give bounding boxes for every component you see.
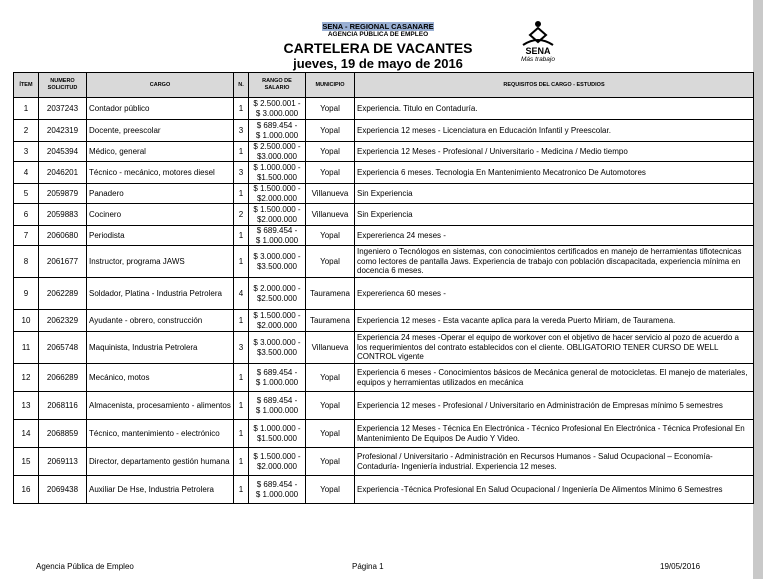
table-row <box>14 310 754 332</box>
cell-salary <box>249 310 306 332</box>
cell-requisitos: Experiencia 12 Meses - Técnica En Electrónica - Técnico Profesional En Electrónica - Técnica Profesional En Mantenimiento De Equipos De Audio Y Video. <box>355 420 754 448</box>
cell-n: 1 <box>234 448 249 476</box>
cell-salary <box>249 278 306 310</box>
cell-municipio: Yopal <box>306 98 355 120</box>
col-cargo: CARGO <box>87 73 234 98</box>
logo-tagline: Más trabajo <box>521 56 555 63</box>
salary-max: $ 1.000.000 <box>255 489 299 499</box>
cell-salary <box>249 392 306 420</box>
table-row <box>14 332 754 364</box>
salary-min: $ 689.454 - <box>256 226 298 235</box>
cell-cargo: Médico, general <box>87 142 234 162</box>
cell-municipio: Yopal <box>306 162 355 184</box>
cell-numero: 2069438 <box>39 476 87 504</box>
cell-requisitos: Experiencia 12 meses - Profesional / Universitario en Administración de Empresas mínimo 5 semestres <box>355 392 754 420</box>
cell-item: 2 <box>14 120 39 142</box>
salary-min: $ 3.000.000 - <box>253 252 301 261</box>
salary-max: $ 3.000.000 <box>255 108 299 118</box>
cell-requisitos: Experiencia 24 meses -Operar el equipo de workover con el objetivo de hacer servicio al pozo de acuerdo a los requerimientos del contrato establecidos con el cliente. OBLIGATORIO TENER CURSO DE WELL CONTROL vigente <box>355 332 754 364</box>
sena-logo-icon <box>515 20 561 56</box>
table-row <box>14 120 754 142</box>
salary-max: $2.500.000 <box>256 293 298 303</box>
org-subtitle: AGENCIA PÚBLICA DE EMPLEO <box>327 31 429 38</box>
col-municipio: MUNICIPIO <box>306 73 355 98</box>
cell-n: 1 <box>234 364 249 392</box>
table-row <box>14 364 754 392</box>
cell-salary <box>249 420 306 448</box>
cell-cargo: Docente, preescolar <box>87 120 234 142</box>
cell-municipio: Villanueva <box>306 204 355 226</box>
footer-page: Página 1 <box>352 562 384 571</box>
cell-municipio: Yopal <box>306 246 355 278</box>
cell-numero: 2059883 <box>39 204 87 226</box>
cell-n: 1 <box>234 184 249 204</box>
salary-min: $ 1.000.000 - <box>253 163 301 172</box>
salary-min: $ 689.454 - <box>256 121 298 130</box>
table-row <box>14 226 754 246</box>
cell-requisitos: Experiencia 12 meses - Licenciatura en Educación Infantil y Preescolar. <box>355 120 754 142</box>
cell-municipio: Villanueva <box>306 332 355 364</box>
cell-item: 6 <box>14 204 39 226</box>
cell-salary <box>249 120 306 142</box>
cell-n: 1 <box>234 310 249 332</box>
cell-numero: 2042319 <box>39 120 87 142</box>
cell-salary <box>249 142 306 162</box>
cell-numero: 2065748 <box>39 332 87 364</box>
salary-min: $ 2.000.000 - <box>253 284 301 293</box>
cell-requisitos: Experiencia. Titulo en Contaduría. <box>355 98 754 120</box>
cell-n: 1 <box>234 476 249 504</box>
cell-municipio: Tauramena <box>306 310 355 332</box>
col-rango: RANGO DE SALARIO <box>249 73 306 98</box>
cell-municipio: Yopal <box>306 476 355 504</box>
cell-n: 1 <box>234 420 249 448</box>
cell-numero: 2046201 <box>39 162 87 184</box>
cell-salary <box>249 364 306 392</box>
page-footer <box>0 562 753 576</box>
table-body <box>14 98 754 504</box>
salary-min: $ 3.000.000 - <box>253 338 301 347</box>
page-title: CARTELERA DE VACANTES <box>283 40 473 56</box>
cell-n: 1 <box>234 246 249 278</box>
col-n: N. <box>234 73 249 98</box>
cell-numero: 2066289 <box>39 364 87 392</box>
cell-salary <box>249 98 306 120</box>
org-name: SENA - REGIONAL CASANARE <box>322 22 434 31</box>
cell-n: 3 <box>234 120 249 142</box>
salary-min: $ 689.454 - <box>256 368 298 377</box>
cell-salary <box>249 162 306 184</box>
cell-numero: 2060680 <box>39 226 87 246</box>
cell-n: 1 <box>234 392 249 420</box>
cell-n: 3 <box>234 162 249 184</box>
table-row <box>14 476 754 504</box>
cell-item: 10 <box>14 310 39 332</box>
cell-municipio: Yopal <box>306 420 355 448</box>
cell-requisitos: Expererienca 24 meses - <box>355 226 754 246</box>
cell-numero: 2062329 <box>39 310 87 332</box>
salary-min: $ 1.500.000 - <box>253 311 301 320</box>
cell-municipio: Yopal <box>306 448 355 476</box>
table-row <box>14 142 754 162</box>
salary-max: $ 1.000.000 <box>255 235 299 245</box>
table-row <box>14 98 754 120</box>
cell-salary <box>249 448 306 476</box>
salary-max: $1.500.000 <box>256 433 298 443</box>
logo-text: SENA <box>525 46 551 56</box>
cell-requisitos: Profesional / Universitario - Administración en Recursos Humanos - Salud Ocupacional – Economía- Contaduría- Ingeniería industrial. Experiencia 12 meses. <box>355 448 754 476</box>
cell-municipio: Yopal <box>306 120 355 142</box>
cell-salary <box>249 476 306 504</box>
cell-item: 12 <box>14 364 39 392</box>
salary-min: $ 2.500.001 - <box>253 99 301 108</box>
cell-item: 15 <box>14 448 39 476</box>
salary-min: $ 1.500.000 - <box>253 205 301 214</box>
salary-min: $ 1.500.000 - <box>253 452 301 461</box>
cell-requisitos: Experiencia -Técnica Profesional En Salud Ocupacional / Ingeniería De Alimentos Mínimo 6 Semestres <box>355 476 754 504</box>
salary-max: $2.000.000 <box>256 214 298 224</box>
cell-numero: 2045394 <box>39 142 87 162</box>
cell-salary <box>249 184 306 204</box>
cell-item: 4 <box>14 162 39 184</box>
cell-numero: 2037243 <box>39 98 87 120</box>
cell-cargo: Instructor, programa JAWS <box>87 246 234 278</box>
cell-municipio: Yopal <box>306 142 355 162</box>
cell-cargo: Director, departamento gestión humana <box>87 448 234 476</box>
footer-date: 19/05/2016 <box>660 562 701 571</box>
cell-item: 14 <box>14 420 39 448</box>
cell-requisitos: Sin Experiencia <box>355 204 754 226</box>
cell-cargo: Panadero <box>87 184 234 204</box>
cell-numero: 2068859 <box>39 420 87 448</box>
cell-item: 13 <box>14 392 39 420</box>
cell-item: 16 <box>14 476 39 504</box>
table-row <box>14 420 754 448</box>
cell-numero: 2059879 <box>39 184 87 204</box>
cell-cargo: Contador público <box>87 98 234 120</box>
salary-min: $ 2.500.000 - <box>253 142 301 151</box>
table-row <box>14 392 754 420</box>
page-date: jueves, 19 de mayo de 2016 <box>293 56 463 71</box>
cell-municipio: Yopal <box>306 364 355 392</box>
cell-n: 1 <box>234 226 249 246</box>
cell-cargo: Técnico - mecánico, motores diesel <box>87 162 234 184</box>
cell-cargo: Maquinista, Industria Petrolera <box>87 332 234 364</box>
table-header-row <box>14 73 754 98</box>
cell-item: 3 <box>14 142 39 162</box>
cell-cargo: Cocinero <box>87 204 234 226</box>
cell-n: 1 <box>234 98 249 120</box>
table-row <box>14 278 754 310</box>
salary-max: $2.000.000 <box>256 461 298 471</box>
salary-max: $ 1.000.000 <box>255 130 299 140</box>
table-row <box>14 204 754 226</box>
cell-item: 7 <box>14 226 39 246</box>
table-row <box>14 162 754 184</box>
footer-org: Agencia Pública de Empleo <box>36 562 134 571</box>
cell-municipio: Yopal <box>306 226 355 246</box>
cell-cargo: Técnico, mantenimiento - electrónico <box>87 420 234 448</box>
cell-item: 11 <box>14 332 39 364</box>
cell-numero: 2062289 <box>39 278 87 310</box>
cell-item: 8 <box>14 246 39 278</box>
cell-requisitos: Experiencia 6 meses. Tecnologia En Mantenimiento Mecatronico De Automotores <box>355 162 754 184</box>
col-item: ÍTEM <box>14 73 39 98</box>
cell-municipio: Yopal <box>306 392 355 420</box>
salary-max: $3.500.000 <box>256 347 298 357</box>
sena-logo <box>515 20 561 66</box>
cell-item: 1 <box>14 98 39 120</box>
cell-n: 1 <box>234 142 249 162</box>
cell-cargo: Periodista <box>87 226 234 246</box>
cell-salary <box>249 204 306 226</box>
page-header <box>0 0 753 72</box>
salary-max: $1.500.000 <box>256 172 298 182</box>
cell-item: 5 <box>14 184 39 204</box>
cell-cargo: Ayudante - obrero, construcción <box>87 310 234 332</box>
page-edge <box>753 0 763 579</box>
cell-item: 9 <box>14 278 39 310</box>
col-requisitos: REQUISITOS DEL CARGO - ESTUDIOS <box>355 73 754 98</box>
cell-municipio: Tauramena <box>306 278 355 310</box>
table-row <box>14 448 754 476</box>
cell-requisitos: Expererienca 60 meses - <box>355 278 754 310</box>
salary-max: $3.000.000 <box>256 151 298 161</box>
salary-max: $3.500.000 <box>256 261 298 271</box>
cell-cargo: Mecánico, motos <box>87 364 234 392</box>
salary-min: $ 689.454 - <box>256 480 298 489</box>
table-row <box>14 246 754 278</box>
cell-n: 3 <box>234 332 249 364</box>
col-numero: NUMERO SOLICITUD <box>39 73 87 98</box>
cell-requisitos: Experiencia 12 meses - Esta vacante aplica para la vereda Puerto Miriam, de Tauramena. <box>355 310 754 332</box>
cell-numero: 2068116 <box>39 392 87 420</box>
vacancies-table <box>13 72 754 504</box>
cell-requisitos: Experiencia 6 meses - Conocimientos básicos de Mecánica general de motocicletas. El manejo de materiales, equipos y herramientas utilizados en mecánica <box>355 364 754 392</box>
salary-max: $2.000.000 <box>256 193 298 203</box>
cell-numero: 2061677 <box>39 246 87 278</box>
cell-municipio: Villanueva <box>306 184 355 204</box>
table-row <box>14 184 754 204</box>
cell-n: 2 <box>234 204 249 226</box>
cell-requisitos: Sin Experiencia <box>355 184 754 204</box>
cell-n: 4 <box>234 278 249 310</box>
cell-requisitos: Experiencia 12 Meses - Profesional / Universitario - Medicina / Medio tiempo <box>355 142 754 162</box>
cell-cargo: Soldador, Platina - Industria Petrolera <box>87 278 234 310</box>
salary-max: $ 1.000.000 <box>255 405 299 415</box>
cell-cargo: Almacenista, procesamiento - alimentos <box>87 392 234 420</box>
cell-numero: 2069113 <box>39 448 87 476</box>
salary-min: $ 689.454 - <box>256 396 298 405</box>
cell-salary <box>249 246 306 278</box>
salary-max: $2.000.000 <box>256 320 298 330</box>
salary-max: $ 1.000.000 <box>255 377 299 387</box>
cell-requisitos: Ingeniero o Tecnólogos en sistemas, con conocimientos certificados en manejo de herramientas tiflotecnicas como lectores de pantalla Jaws. Experiencia de trabajo con población discapacitada, experiencia mínima en docencia 6 meses. <box>355 246 754 278</box>
salary-min: $ 1.000.000 - <box>253 424 301 433</box>
cell-salary <box>249 226 306 246</box>
cell-salary <box>249 332 306 364</box>
salary-min: $ 1.500.000 - <box>253 184 301 193</box>
cell-cargo: Auxiliar De Hse, Industria Petrolera <box>87 476 234 504</box>
